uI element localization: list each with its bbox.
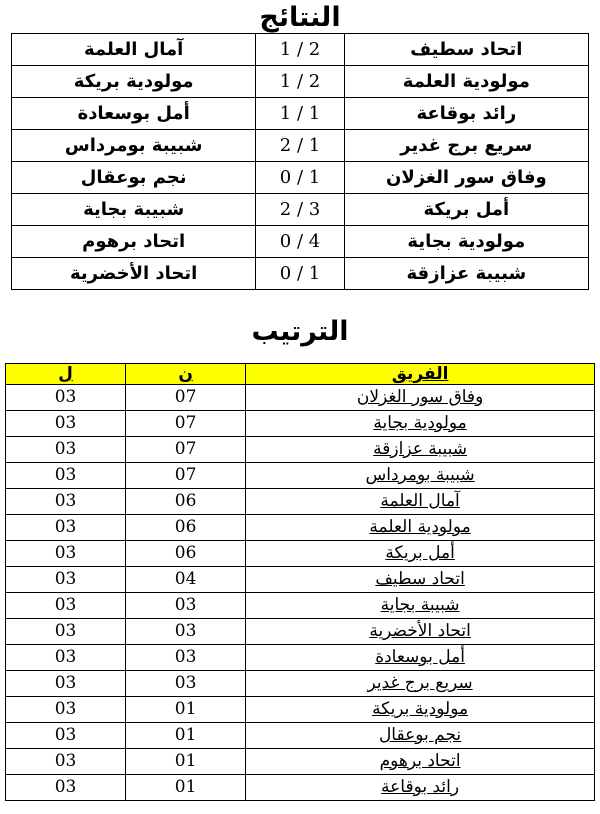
away-team: اتحاد برهوم: [12, 226, 256, 258]
home-team: أمل بريكة: [344, 194, 588, 226]
team-points: 03: [126, 671, 246, 697]
games-played: 03: [6, 515, 126, 541]
results-body: [12, 34, 589, 290]
results-title: النتائج: [259, 2, 341, 33]
team-points: 01: [126, 723, 246, 749]
away-team: أمل بوسعادة: [12, 98, 256, 130]
games-played: 03: [6, 411, 126, 437]
column-header-team: الفريق: [246, 364, 595, 385]
home-team: شبيبة عزازقة: [344, 258, 588, 290]
team-name: سريع برج غدير: [246, 671, 595, 697]
team-points: 07: [126, 463, 246, 489]
team-name: مولودية العلمة: [246, 515, 595, 541]
away-team: آمال العلمة: [12, 34, 256, 66]
standings-title: الترتيب: [251, 316, 349, 347]
standings-row: [6, 645, 595, 671]
match-score: 0 / 4: [256, 226, 344, 258]
home-team: مولودية بجاية: [344, 226, 588, 258]
team-name: أمل بريكة: [246, 541, 595, 567]
team-points: 07: [126, 411, 246, 437]
result-row: [12, 226, 589, 258]
home-team: وفاق سور الغزلان: [344, 162, 588, 194]
games-played: 03: [6, 463, 126, 489]
result-row: [12, 66, 589, 98]
team-name: شبيبة بجاية: [246, 593, 595, 619]
standings-row: [6, 541, 595, 567]
standings-row: [6, 567, 595, 593]
games-played: 03: [6, 437, 126, 463]
games-played: 03: [6, 723, 126, 749]
standings-header: [6, 364, 595, 385]
result-row: [12, 194, 589, 226]
result-row: [12, 98, 589, 130]
match-score: 1 / 2: [256, 34, 344, 66]
standings-row: [6, 619, 595, 645]
standings-row: [6, 489, 595, 515]
match-score: 0 / 1: [256, 258, 344, 290]
team-points: 01: [126, 775, 246, 801]
games-played: 03: [6, 385, 126, 411]
standings-row: [6, 775, 595, 801]
team-name: آمال العلمة: [246, 489, 595, 515]
team-points: 04: [126, 567, 246, 593]
standings-row: [6, 749, 595, 775]
standings-row: [6, 671, 595, 697]
result-row: [12, 34, 589, 66]
standings-row: [6, 515, 595, 541]
home-team: مولودية العلمة: [344, 66, 588, 98]
games-played: 03: [6, 489, 126, 515]
standings-header-row: [6, 364, 595, 385]
standings-table: [5, 363, 595, 801]
away-team: شبيبة بجاية: [12, 194, 256, 226]
games-played: 03: [6, 749, 126, 775]
team-points: 01: [126, 749, 246, 775]
team-name: مولودية بجاية: [246, 411, 595, 437]
standings-body: [6, 385, 595, 801]
team-name: اتحاد الأخضرية: [246, 619, 595, 645]
standings-row: [6, 385, 595, 411]
team-points: 07: [126, 385, 246, 411]
column-header-points: ن: [126, 364, 246, 385]
away-team: مولودية بريكة: [12, 66, 256, 98]
team-name: نجم بوعقال: [246, 723, 595, 749]
standings-row: [6, 593, 595, 619]
team-points: 06: [126, 489, 246, 515]
team-points: 03: [126, 645, 246, 671]
standings-row: [6, 437, 595, 463]
team-name: أمل بوسعادة: [246, 645, 595, 671]
games-played: 03: [6, 567, 126, 593]
standings-row: [6, 411, 595, 437]
team-points: 03: [126, 619, 246, 645]
standings-row: [6, 723, 595, 749]
games-played: 03: [6, 775, 126, 801]
result-row: [12, 162, 589, 194]
games-played: 03: [6, 671, 126, 697]
team-name: مولودية بريكة: [246, 697, 595, 723]
match-score: 1 / 1: [256, 98, 344, 130]
home-team: اتحاد سطيف: [344, 34, 588, 66]
team-points: 03: [126, 593, 246, 619]
match-score: 0 / 1: [256, 162, 344, 194]
home-team: رائد بوقاعة: [344, 98, 588, 130]
standings-row: [6, 697, 595, 723]
home-team: سريع برج غدير: [344, 130, 588, 162]
team-name: اتحاد برهوم: [246, 749, 595, 775]
result-row: [12, 258, 589, 290]
away-team: اتحاد الأخضرية: [12, 258, 256, 290]
team-name: رائد بوقاعة: [246, 775, 595, 801]
standings-row: [6, 463, 595, 489]
games-played: 03: [6, 645, 126, 671]
team-points: 06: [126, 541, 246, 567]
away-team: نجم بوعقال: [12, 162, 256, 194]
match-score: 2 / 1: [256, 130, 344, 162]
games-played: 03: [6, 593, 126, 619]
team-name: وفاق سور الغزلان: [246, 385, 595, 411]
games-played: 03: [6, 619, 126, 645]
team-points: 01: [126, 697, 246, 723]
team-name: شبيبة عزازقة: [246, 437, 595, 463]
match-score: 1 / 2: [256, 66, 344, 98]
games-played: 03: [6, 541, 126, 567]
team-points: 06: [126, 515, 246, 541]
team-name: اتحاد سطيف: [246, 567, 595, 593]
result-row: [12, 130, 589, 162]
column-header-played: ل: [6, 364, 126, 385]
away-team: شبيبة بومرداس: [12, 130, 256, 162]
games-played: 03: [6, 697, 126, 723]
team-name: شبيبة بومرداس: [246, 463, 595, 489]
team-points: 07: [126, 437, 246, 463]
results-table: [11, 33, 589, 290]
match-score: 2 / 3: [256, 194, 344, 226]
